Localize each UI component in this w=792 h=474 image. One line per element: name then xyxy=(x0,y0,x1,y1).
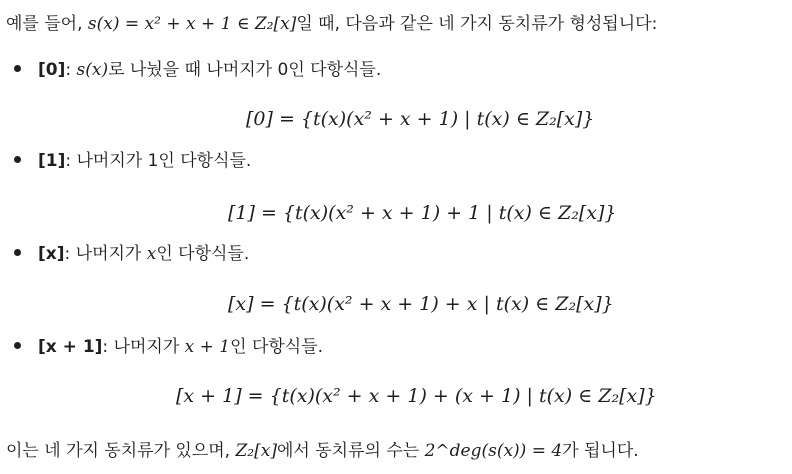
class-desc-post: 로 나눴을 때 나머지가 0인 다항식들. xyxy=(108,60,382,80)
equation-class-0: [0] = {t(x)(x² + x + 1) | t(x) ∈ Z₂[x]} xyxy=(246,108,595,130)
bullet-icon xyxy=(14,249,21,256)
equation-class-x: [x] = {t(x)(x² + x + 1) + x | t(x) ∈ Z₂[x]} xyxy=(228,293,614,315)
equation-class-1: [1] = {t(x)(x² + x + 1) + 1 | t(x) ∈ Z₂[x]} xyxy=(228,202,617,224)
bullet-icon xyxy=(14,342,21,349)
class-desc-math: x + 1 xyxy=(184,337,231,357)
class-desc-math: s(x) xyxy=(76,60,109,80)
list-item-class-1 xyxy=(14,150,251,172)
conclusion-math-ring: Z₂[x] xyxy=(235,441,277,461)
conclusion-math-count: 2^deg(s(x)) = 4 xyxy=(424,441,563,461)
conclusion-middle: 에서 동치류의 수는 xyxy=(276,441,420,461)
intro-prefix: 예를 들어, xyxy=(6,14,83,34)
class-desc-post: 인 다항식들. xyxy=(156,244,250,264)
class-desc-pre: : 나머지가 1인 다항식들. xyxy=(65,151,252,171)
class-desc-pre: : xyxy=(65,60,77,80)
intro-suffix: 일 때, 다음과 같은 네 가지 동치류가 형성됩니다: xyxy=(296,14,658,34)
class-label: [1] xyxy=(38,151,66,171)
list-item-class-x-plus-1 xyxy=(14,336,323,358)
class-label: [x] xyxy=(38,244,65,264)
intro-math: s(x) = x² + x + 1 ∈ Z₂[x] xyxy=(87,14,297,34)
list-item-class-0 xyxy=(14,59,381,81)
list-item-class-x xyxy=(14,243,249,265)
conclusion-paragraph xyxy=(6,440,639,462)
class-desc-math: x xyxy=(146,244,157,264)
equation-class-x-plus-1: [x + 1] = {t(x)(x² + x + 1) + (x + 1) | t(x) ∈ Z₂[x]} xyxy=(176,385,657,407)
bullet-icon xyxy=(14,156,21,163)
class-label: [0] xyxy=(38,60,66,80)
bullet-icon xyxy=(14,65,21,72)
class-desc-pre: : 나머지가 xyxy=(64,244,147,264)
conclusion-suffix: 가 됩니다. xyxy=(562,441,639,461)
class-label: [x + 1] xyxy=(38,337,103,357)
class-desc-pre: : 나머지가 xyxy=(102,337,185,357)
class-desc-post: 인 다항식들. xyxy=(230,337,324,357)
intro-paragraph xyxy=(6,13,657,35)
conclusion-prefix: 이는 네 가지 동치류가 있으며, xyxy=(6,441,231,461)
